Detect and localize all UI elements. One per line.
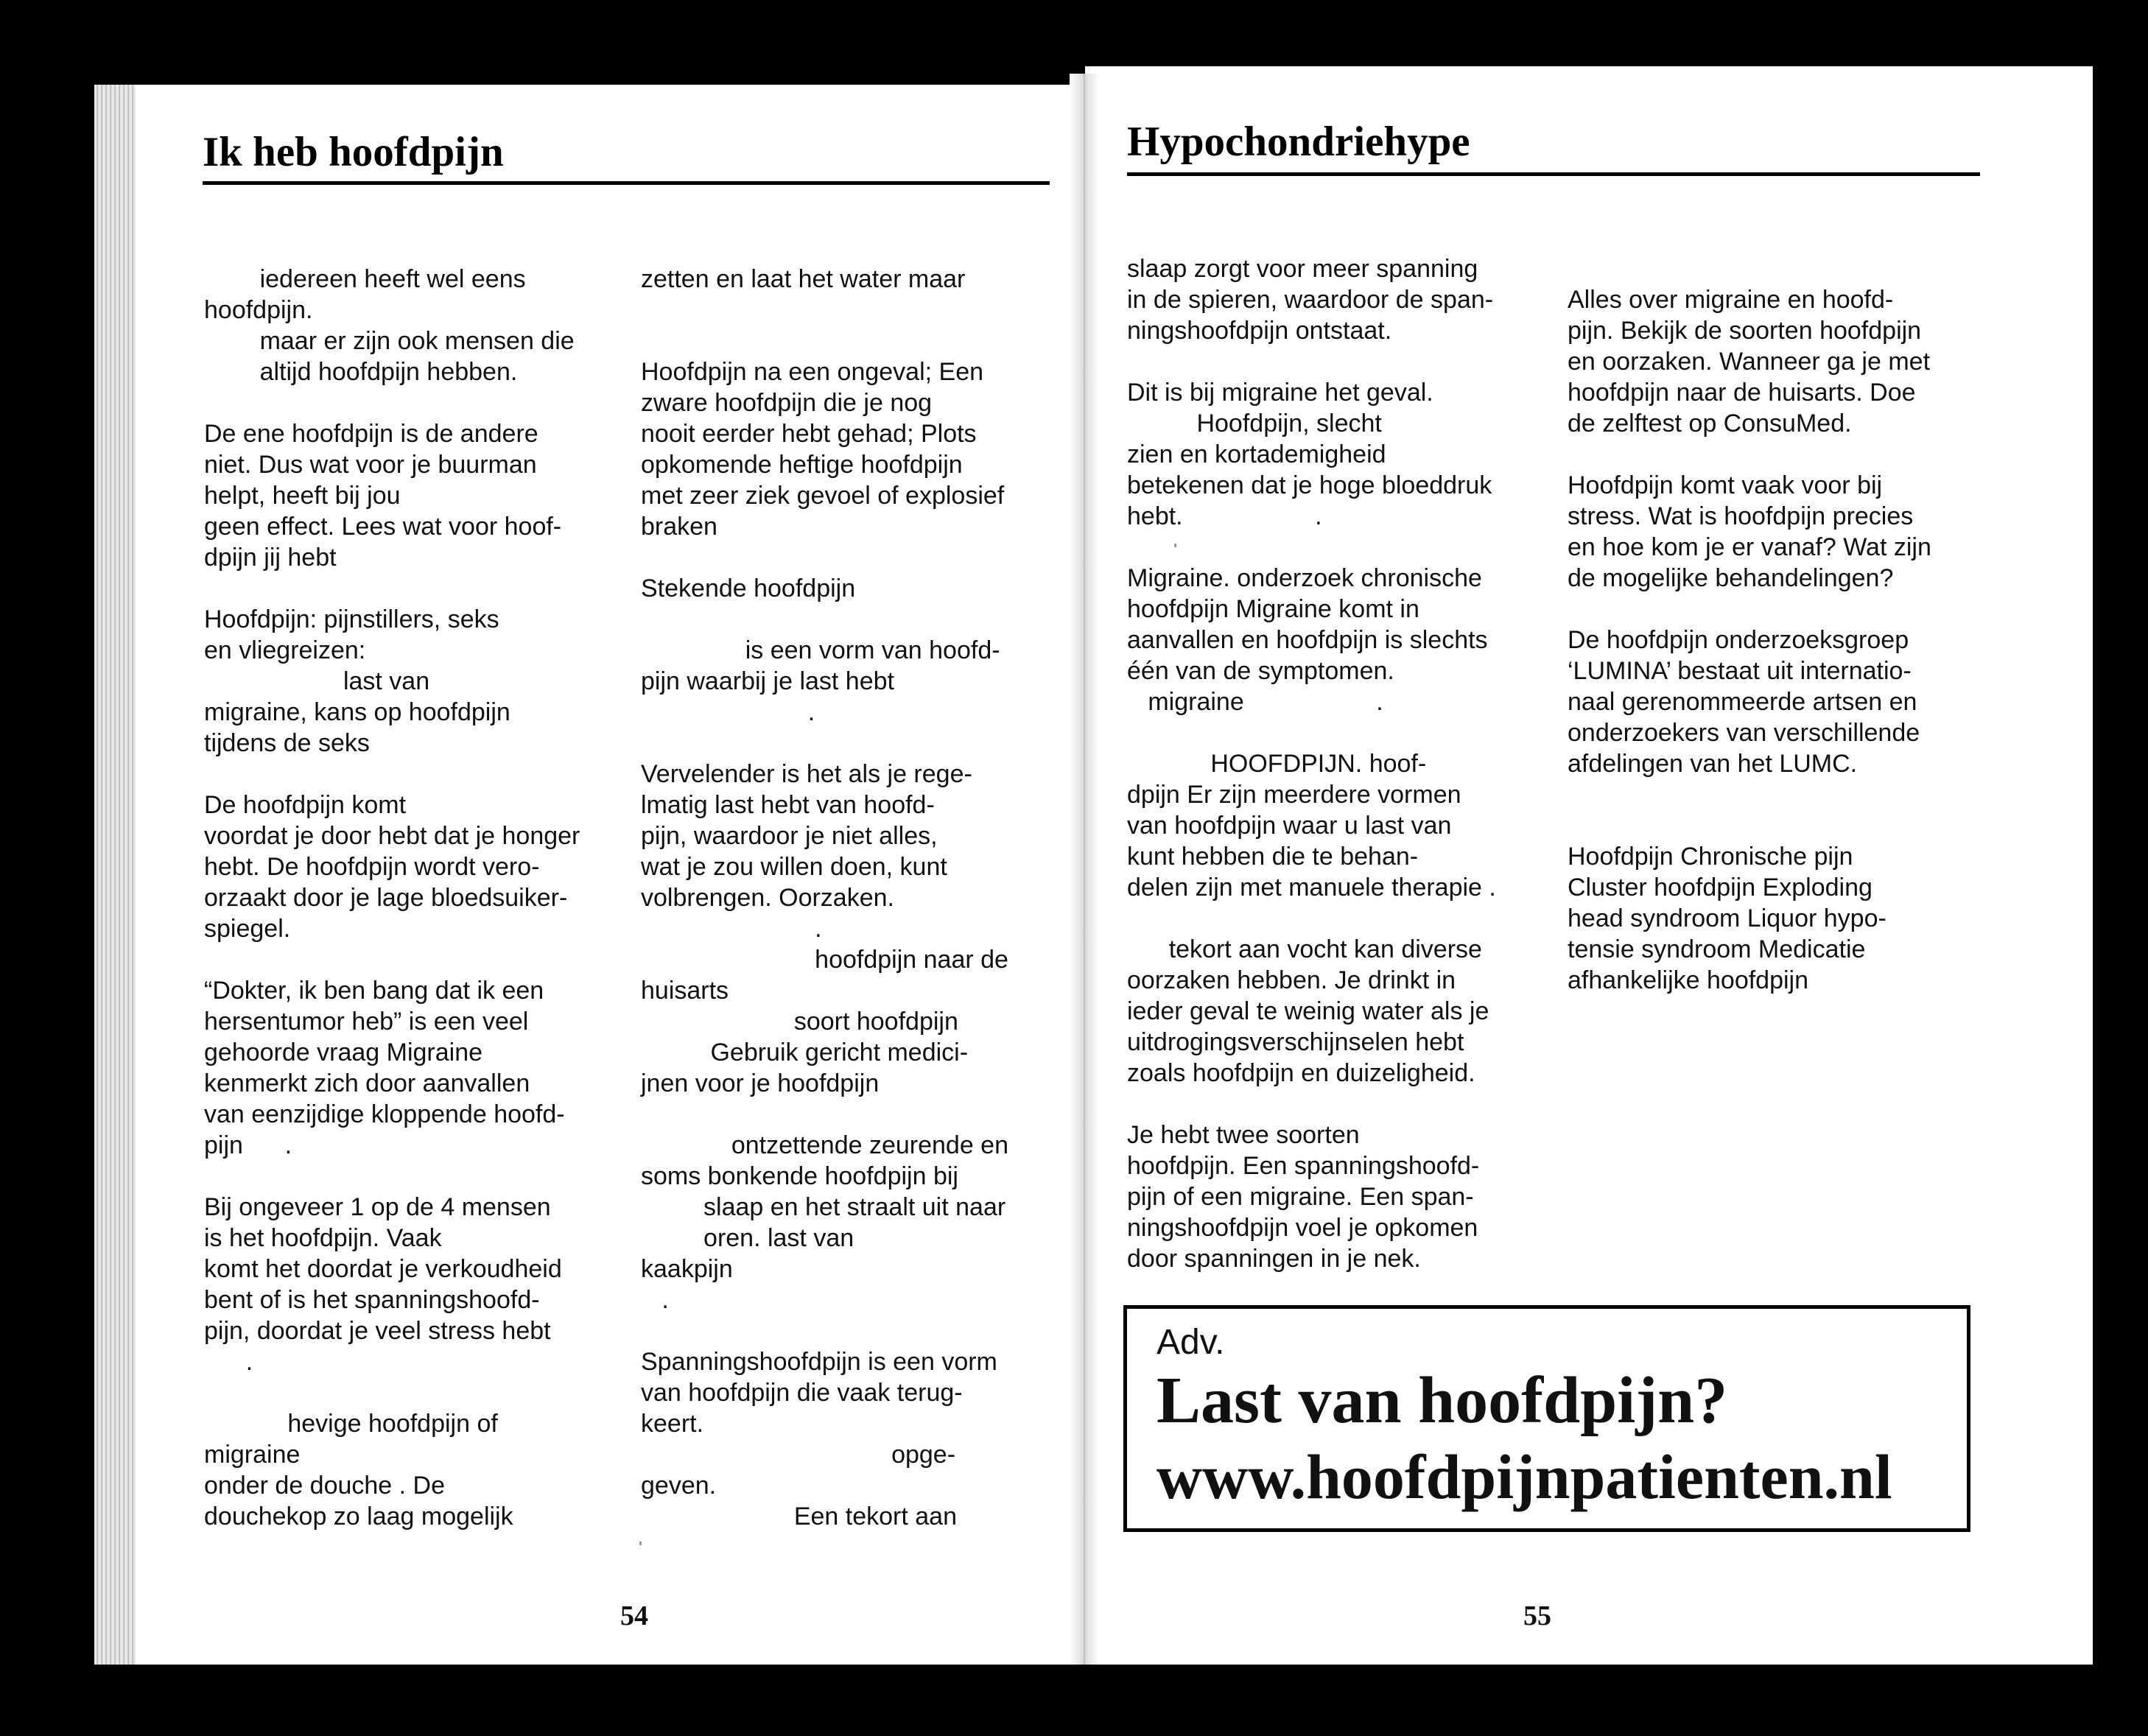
text-line: Hoofdpijn na een ongeval; Een [641, 358, 984, 386]
text-line: maar er zijn ook mensen die [204, 327, 575, 355]
text-line: bent of is het spanningshoofd- [204, 1286, 540, 1314]
text-line: Bij ongeveer 1 op de 4 mensen [204, 1193, 551, 1221]
text-line: ningshoofdpijn voel je opkomen [1127, 1214, 1478, 1242]
text-line: is een vorm van hoofd- [641, 636, 1000, 664]
text-line: de zelftest op ConsuMed. [1568, 410, 1852, 437]
text-line: . [641, 1286, 669, 1314]
text-line: kaakpijn [641, 1255, 733, 1283]
text-line [1568, 253, 1980, 284]
text-line [1127, 532, 1540, 563]
text-line: van eenzijdige kloppende hoofd- [204, 1100, 565, 1128]
text-line: De ene hoofdpijn is de andere [204, 420, 538, 448]
text-line [641, 604, 1050, 635]
ad-label: Adv. [1157, 1323, 1225, 1362]
text-line: oorzaken hebben. Je drinkt in [1127, 966, 1456, 994]
text-line [204, 759, 611, 790]
text-line: ningshoofdpijn ontstaat. [1127, 317, 1392, 345]
text-line: hoofdpijn Migraine komt in [1127, 595, 1419, 623]
text-line: hebt. De hoofdpijn wordt vero- [204, 853, 540, 881]
text-line: HOOFDPIJN. hoof- [1127, 750, 1427, 778]
text-line: afdelingen van het LUMC. [1568, 750, 1858, 778]
text-line: huisarts [641, 977, 729, 1005]
text-line: hebt. . [1127, 502, 1322, 530]
text-line: Hoofdpijn Chronische pijn [1568, 843, 1853, 871]
text-line: dpijn jij hebt [204, 544, 337, 572]
book-gutter [1070, 74, 1099, 1665]
text-line [1127, 717, 1540, 748]
text-line: hoofdpijn. [204, 296, 313, 324]
text-line: van hoofdpijn die vaak terug- [641, 1379, 963, 1407]
text-line: voordat je door hebt dat je honger [204, 822, 580, 850]
page-edges [94, 85, 136, 1665]
text-line: geen effect. Lees wat voor hoof- [204, 513, 562, 541]
text-line: Alles over migraine en hoofd- [1568, 286, 1894, 314]
text-line: Migraine. onderzoek chronische [1127, 564, 1482, 592]
text-line: helpt, heeft bij jou [204, 482, 401, 510]
text-line: uitdrogingsverschijnselen hebt [1127, 1028, 1464, 1056]
advertisement-box [1123, 1305, 1970, 1532]
text-line: spiegel. [204, 915, 291, 943]
text-line: is het hoofdpijn. Vaak [204, 1224, 442, 1252]
page-number-right: 55 [1523, 1600, 1551, 1631]
text-line: douchekop zo laag mogelijk [204, 1503, 513, 1531]
text-line: opge- [641, 1441, 956, 1469]
text-line: komt het doordat je verkoudheid [204, 1255, 562, 1283]
text-line: iedereen heeft wel eens [204, 265, 526, 293]
left-column-2 [641, 264, 1050, 1532]
text-line: oren. last van [641, 1224, 854, 1252]
right-column-1 [1127, 253, 1540, 1274]
text-line: Vervelender is het als je rege- [641, 760, 972, 788]
text-line: last van [204, 667, 430, 695]
text-line: Spanningshoofdpijn is een vorm [641, 1348, 997, 1376]
text-line: De hoofdpijn onderzoeksgroep [1568, 626, 1909, 654]
text-line: kunt hebben die te behan- [1127, 843, 1419, 871]
text-line: kenmerkt zich door aanvallen [204, 1069, 530, 1097]
text-line: tijdens de seks [204, 729, 370, 757]
text-line: braken [641, 513, 717, 541]
text-line [641, 326, 1050, 356]
text-line: De hoofdpijn komt [204, 791, 407, 819]
text-line: en hoe kom je er vanaf? Wat zijn [1568, 533, 1931, 561]
text-line: Je hebt twee soorten [1127, 1121, 1360, 1149]
text-line: hoofdpijn. Een spanningshoofd- [1127, 1152, 1480, 1180]
text-line [641, 1315, 1050, 1346]
ad-url: www.hoofdpijnpatienten.nl [1157, 1441, 1892, 1512]
right-title-rule [1127, 172, 1980, 176]
text-line [1568, 439, 1980, 470]
right-page-title: Hypochondriehype [1127, 119, 1470, 165]
text-line: slaap en het straalt uit naar [641, 1193, 1006, 1221]
text-line: ontzettende zeurende en [641, 1131, 1009, 1159]
text-line: tensie syndroom Medicatie [1568, 935, 1866, 963]
text-line [1127, 903, 1540, 934]
text-line: aanvallen en hoofdpijn is slechts [1127, 626, 1488, 654]
text-line: ‘LUMINA’ bestaat uit internatio- [1568, 657, 1912, 685]
text-line: opkomende heftige hoofdpijn [641, 451, 963, 479]
text-line: Gebruik gericht medici- [641, 1039, 969, 1066]
text-line: dpijn Er zijn meerdere vormen [1127, 781, 1461, 809]
text-line: hersentumor heb” is een veel [204, 1008, 529, 1036]
text-line: onder de douche . De [204, 1472, 446, 1500]
text-line: keert. [641, 1410, 704, 1438]
text-line: migraine [204, 1441, 301, 1469]
text-line: Hoofdpijn: pijnstillers, seks [204, 605, 499, 633]
text-line: één van de symptomen. [1127, 657, 1394, 685]
text-line: head syndroom Liquor hypo- [1568, 904, 1886, 932]
text-line: volbrengen. Oorzaken. [641, 884, 894, 912]
text-line: pijn of een migraine. Een span- [1127, 1183, 1474, 1211]
text-line: niet. Dus wat voor je buurman [204, 451, 537, 479]
text-line: jnen voor je hoofdpijn [641, 1069, 880, 1097]
left-column-1 [204, 264, 611, 1532]
text-line: ieder geval te weinig water als je [1127, 997, 1489, 1025]
text-line: migraine . [1127, 688, 1383, 716]
text-line [204, 944, 611, 975]
page-number-left: 54 [620, 1600, 648, 1631]
text-line: door spanningen in je nek. [1127, 1245, 1421, 1273]
text-line: zetten en laat het water maar [641, 265, 966, 293]
text-line: hoofdpijn naar de huisarts. Doe [1568, 379, 1916, 407]
text-line: en oorzaken. Wanneer ga je met [1568, 348, 1931, 376]
text-line: “Dokter, ik ben bang dat ik een [204, 977, 544, 1005]
text-line [1127, 346, 1540, 377]
text-line [641, 542, 1050, 573]
print-speck [639, 1542, 642, 1545]
text-line: . [641, 698, 815, 726]
text-line: van hoofdpijn waar u last van [1127, 812, 1452, 840]
text-line [1127, 1089, 1540, 1120]
print-speck [1174, 544, 1176, 547]
text-line: orzaakt door je lage bloedsuiker- [204, 884, 568, 912]
text-line [1568, 779, 1980, 810]
text-line: . [641, 915, 822, 943]
text-line: delen zijn met manuele therapie . [1127, 874, 1496, 902]
text-line [641, 295, 1050, 326]
text-line: met zeer ziek gevoel of explosief [641, 482, 1005, 510]
text-line: Hoofdpijn komt vaak voor bij [1568, 471, 1883, 499]
text-line: de mogelijke behandelingen? [1568, 564, 1894, 592]
text-line: geven. [641, 1472, 717, 1500]
text-line: pijn waarbij je last hebt [641, 667, 894, 695]
text-line: stress. Wat is hoofdpijn precies [1568, 502, 1914, 530]
left-title-rule [203, 181, 1050, 185]
text-line: soort hoofdpijn [641, 1008, 958, 1036]
text-line: migraine, kans op hoofdpijn [204, 698, 510, 726]
text-line [204, 1377, 611, 1408]
text-line: Stekende hoofdpijn [641, 574, 856, 602]
text-line: zien en kortademigheid [1127, 440, 1386, 468]
text-line [204, 387, 611, 418]
text-line: pijn, doordat je veel stress hebt [204, 1317, 551, 1345]
text-line: wat je zou willen doen, kunt [641, 853, 947, 881]
text-line: afhankelijke hoofdpijn [1568, 966, 1809, 994]
text-line: hevige hoofdpijn of [204, 1410, 498, 1438]
text-line: . [204, 1348, 253, 1376]
text-line [641, 728, 1050, 759]
text-line: Dit is bij migraine het geval. [1127, 379, 1433, 407]
right-column-2 [1568, 253, 1980, 996]
text-line [641, 1099, 1050, 1130]
text-line: in de spieren, waardoor de span- [1127, 286, 1494, 314]
text-line: Cluster hoofdpijn Exploding [1568, 874, 1873, 902]
ad-title: Last van hoofdpijn? [1157, 1364, 1728, 1437]
text-line: pijn. Bekijk de soorten hoofdpijn [1568, 317, 1922, 345]
text-line: zware hoofdpijn die je nog [641, 389, 933, 417]
text-line: Hoofdpijn, slecht [1127, 410, 1382, 437]
text-line: pijn, waardoor je niet alles, [641, 822, 938, 850]
text-line: nooit eerder hebt gehad; Plots [641, 420, 977, 448]
text-line: gehoorde vraag Migraine [204, 1039, 483, 1066]
text-line [1568, 810, 1980, 841]
text-line: pijn . [204, 1131, 292, 1159]
text-line: soms bonkende hoofdpijn bij [641, 1162, 958, 1190]
text-line: altijd hoofdpijn hebben. [204, 358, 518, 386]
text-line: lmatig last hebt van hoofd- [641, 791, 935, 819]
text-line: en vliegreizen: [204, 636, 366, 664]
text-line [1568, 594, 1980, 625]
text-line: zoals hoofdpijn en duizeligheid. [1127, 1059, 1475, 1087]
text-line: onderzoekers van verschillende [1568, 719, 1920, 747]
text-line: slaap zorgt voor meer spanning [1127, 255, 1478, 283]
text-line [204, 1161, 611, 1192]
text-line: betekenen dat je hoge bloeddruk [1127, 471, 1492, 499]
text-line: naal gerenommeerde artsen en [1568, 688, 1917, 716]
text-line: tekort aan vocht kan diverse [1127, 935, 1482, 963]
text-line: hoofdpijn naar de [641, 946, 1008, 974]
text-line: Een tekort aan [641, 1503, 957, 1531]
text-line [204, 573, 611, 604]
left-page-title: Ik heb hoofdpijn [203, 129, 504, 175]
